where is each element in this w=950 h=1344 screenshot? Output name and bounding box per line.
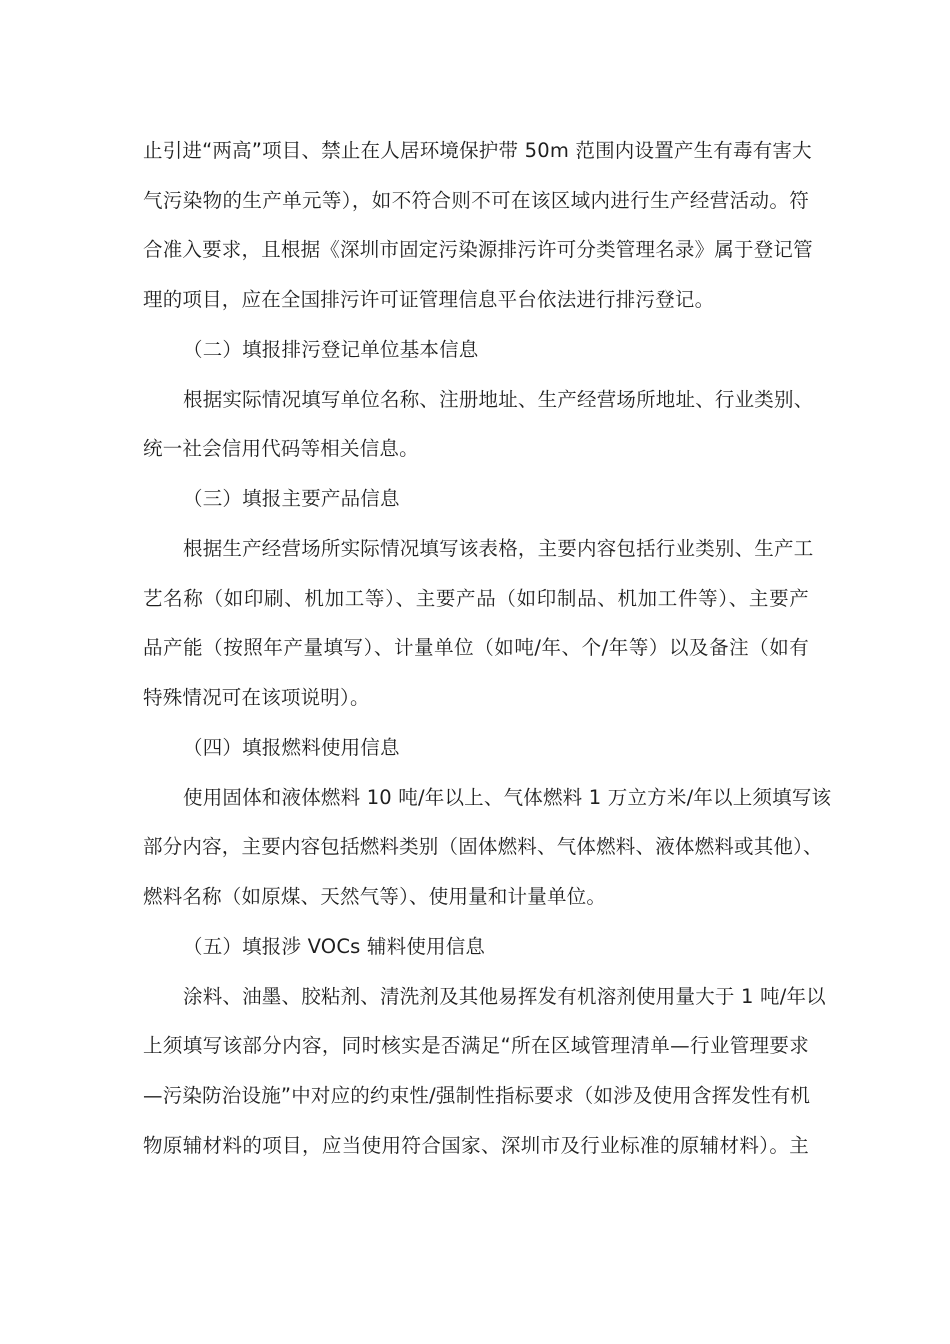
section-heading: （四）填报燃料使用信息	[183, 736, 400, 759]
section-heading: （二）填报排污登记单位基本信息	[183, 338, 479, 361]
paragraph-line: 特殊情况可在该项说明）。	[143, 686, 370, 709]
paragraph-line: 止引进“两高”项目、禁止在人居环境保护带 50m 范围内设置产生有毒有害大	[143, 139, 812, 162]
paragraph-line: 气污染物的生产单元等），如不符合则不可在该区域内进行生产经营活动。符	[143, 189, 809, 212]
paragraph-line: 统一社会信用代码等相关信息。	[143, 437, 419, 460]
paragraph-line: 根据生产经营场所实际情况填写该表格，主要内容包括行业类别、生产工	[183, 537, 814, 560]
paragraph-line: 根据实际情况填写单位名称、注册地址、生产经营场所地址、行业类别、	[183, 388, 814, 411]
paragraph-line: 合准入要求，且根据《深圳市固定污染源排污许可分类管理名录》属于登记管	[143, 238, 813, 261]
section-heading: （三）填报主要产品信息	[183, 487, 400, 510]
paragraph-line: —污染防治设施”中对应的约束性/强制性指标要求（如涉及使用含挥发性有机	[143, 1084, 811, 1107]
paragraph-line: 使用固体和液体燃料 10 吨/年以上、气体燃料 1 万立方米/年以上须填写该	[183, 786, 832, 809]
paragraph-line: 物原辅材料的项目，应当使用符合国家、深圳市及行业标准的原辅材料）。主	[143, 1134, 809, 1157]
paragraph-line: 燃料名称（如原煤、天然气等）、使用量和计量单位。	[143, 885, 607, 908]
paragraph-line: 涂料、油墨、胶粘剂、清洗剂及其他易挥发有机溶剂使用量大于 1 吨/年以	[183, 985, 826, 1008]
paragraph-line: 上须填写该部分内容，同时核实是否满足“所在区域管理清单—行业管理要求	[143, 1034, 809, 1057]
paragraph-line: 部分内容，主要内容包括燃料类别（固体燃料、气体燃料、液体燃料或其他）、	[143, 835, 823, 858]
section-heading: （五）填报涉 VOCs 辅料使用信息	[183, 935, 486, 958]
paragraph-line: 艺名称（如印刷、机加工等）、主要产品（如印制品、机加工件等）、主要产	[143, 587, 809, 610]
paragraph-line: 品产能（按照年产量填写）、计量单位（如吨/年、个/年等）以及备注（如有	[143, 636, 809, 659]
paragraph-line: 理的项目，应在全国排污许可证管理信息平台依法进行排污登记。	[143, 288, 715, 311]
